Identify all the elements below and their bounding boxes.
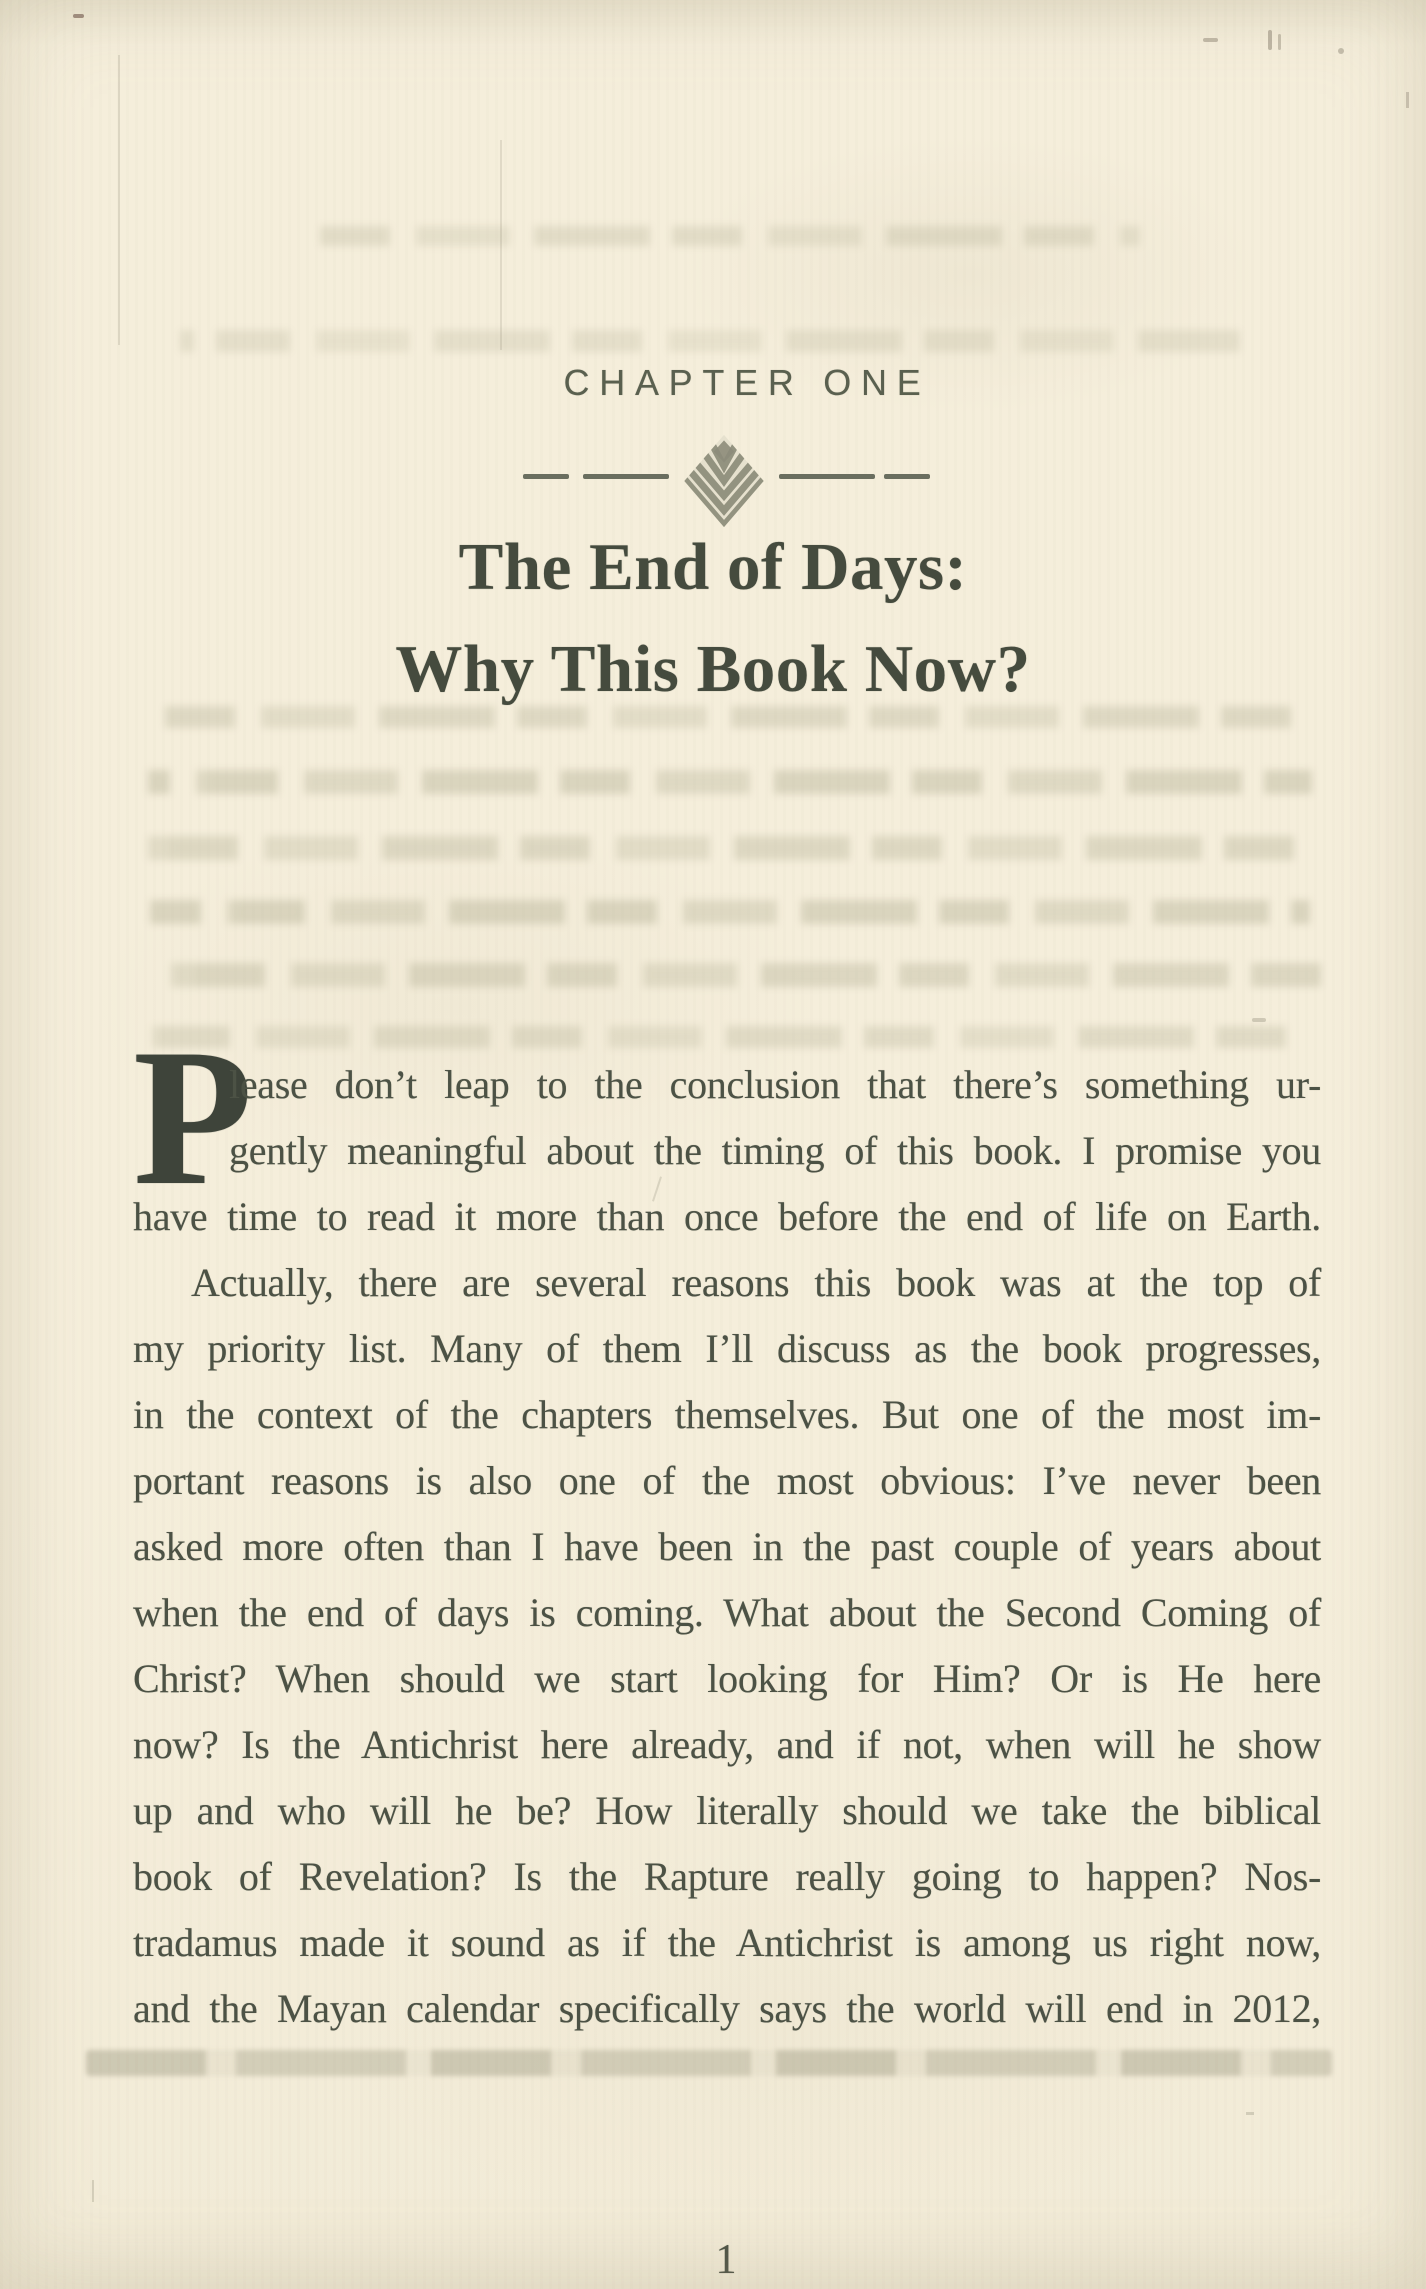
ornament-rule-right-inner (779, 474, 875, 479)
paragraph (133, 1250, 1321, 2042)
text-line: my priority list. Many of them I’ll discuss as the book progresses, (133, 1326, 1321, 1371)
scan-speck (1246, 2112, 1254, 2115)
scan-crease (118, 55, 120, 345)
showthrough-ghost-row (180, 330, 1240, 352)
text-line: book of Revelation? Is the Rapture really going to happen? Nos- (133, 1854, 1321, 1899)
scan-speck (1406, 92, 1409, 108)
text-line: portant reasons is also one of the most obvious: I’ve never been (133, 1458, 1321, 1503)
paragraph (133, 1009, 1321, 1250)
text-line: Christ? When should we start looking for Him? Or is He here (133, 1656, 1321, 1701)
text-line: have time to read it more than once before the end of life on Earth. (133, 1194, 1321, 1239)
chapter-label: CHAPTER ONE (563, 362, 931, 403)
showthrough-ghost-row (140, 836, 1312, 860)
showthrough-ghost-row (150, 900, 1310, 924)
text-line: now? Is the Antichrist here already, and if not, when will he show (133, 1722, 1321, 1767)
scan-speck (92, 2180, 94, 2202)
scan-speck (1338, 48, 1344, 54)
scan-speck (1252, 1018, 1266, 1022)
chapter-title (0, 516, 1426, 720)
text-line: in the context of the chapters themselves. But one of the most im- (133, 1392, 1321, 1437)
text-line: when the end of days is coming. What about the Second Coming of (133, 1590, 1321, 1635)
text-line: Actually, there are several reasons this book was at the top of (191, 1260, 1321, 1305)
scan-speck (73, 14, 84, 18)
scan-speck (1203, 38, 1218, 42)
text-line: up and who will he be? How literally should we take the biblical (133, 1788, 1321, 1833)
text-line: lease don’t leap to the conclusion that there’s something ur- (229, 1062, 1321, 1107)
drop-cap: P (133, 1009, 253, 1226)
text-line: and the Mayan calendar specifically says the world will end in 2012, (133, 1986, 1321, 2031)
scan-speck (1268, 30, 1272, 50)
showthrough-text-artifact (86, 2050, 1332, 2076)
showthrough-ghost-row (148, 770, 1312, 794)
text-line: asked more often than I have been in the past couple of years about (133, 1524, 1321, 1569)
showthrough-ghost-row (320, 226, 1140, 246)
body-text (133, 1009, 1321, 2042)
scan-speck (1278, 34, 1281, 50)
chevron-diamond-ornament (13, 428, 1426, 524)
chapter-title-line2: Why This Book Now? (395, 632, 1031, 706)
chevron-diamond-icon (679, 433, 769, 529)
page-number: 1 (715, 2237, 737, 2283)
scan-crease (500, 140, 502, 350)
chapter-title-line1: The End of Days: (458, 530, 968, 604)
showthrough-ghost-row (150, 1026, 1310, 1048)
ornament-rule-left-inner (583, 474, 669, 479)
showthrough-ghost-row (145, 963, 1321, 987)
ornament-rule-left-outer (523, 474, 569, 479)
text-line: gently meaningful about the timing of this book. I promise you (229, 1128, 1321, 1173)
ornament-rule-right-outer (884, 474, 930, 479)
text-line: tradamus made it sound as if the Antichrist is among us right now, (133, 1920, 1321, 1965)
